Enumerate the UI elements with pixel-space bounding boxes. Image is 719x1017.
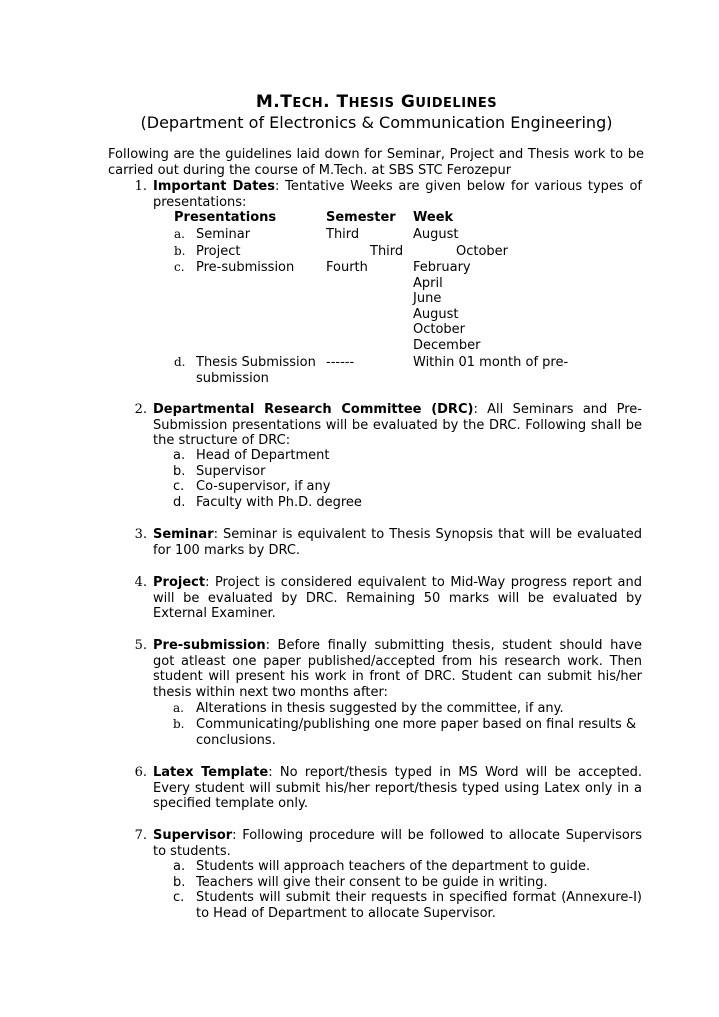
- title-part: .: [323, 92, 331, 112]
- title-part: UIDELINES: [415, 96, 498, 111]
- table-header: Week: [413, 210, 454, 225]
- item-number: 3.: [134, 527, 147, 542]
- guideline-item-seminar: [134, 527, 642, 558]
- table-header: Semester: [326, 210, 396, 225]
- list-item: [173, 717, 642, 748]
- item-number: 4.: [134, 575, 147, 590]
- item-text: : Tentative Weeks are given below for various types of presentations:: [153, 179, 642, 210]
- table-cell: Within 01 month of pre-: [413, 355, 569, 370]
- item-text: : Project is considered equivalent to Mid-Way progress report and will be evaluated by DRC. Remaining 50 marks will be evaluated by External Examiner.: [153, 575, 642, 622]
- title-part: T: [280, 92, 293, 112]
- list-marker: a.: [173, 701, 184, 715]
- item-number: 6.: [134, 765, 147, 780]
- item-text: : All Seminars and Pre-Submission presentations will be evaluated by the DRC. Following shall be the structure of DRC:: [153, 402, 642, 449]
- table-cell: Pre-submission: [196, 260, 295, 275]
- table-cell: ------: [326, 355, 355, 370]
- guideline-item-supervisor: [134, 828, 642, 859]
- list-item: [173, 859, 642, 875]
- title-part: G: [400, 92, 416, 112]
- intro-paragraph: Following are the guidelines laid down for Seminar, Project and Thesis work to be carried out during the course of M.Tech. at SBS STC Ferozepur: [108, 147, 644, 178]
- list-marker: c.: [173, 890, 185, 905]
- row-marker: d.: [174, 355, 186, 369]
- list-item: [173, 890, 642, 921]
- list-item: [173, 495, 642, 511]
- list-text: Communicating/publishing one more paper based on final results & conclusions.: [196, 717, 637, 748]
- list-marker: c.: [173, 479, 185, 494]
- title-part: .: [273, 92, 281, 112]
- list-text: Faculty with Ph.D. degree: [196, 495, 362, 510]
- guideline-item-latex-template: [134, 765, 643, 812]
- list-marker: b.: [173, 875, 186, 890]
- table-cell: December: [413, 338, 481, 353]
- list-marker: d.: [173, 495, 186, 510]
- item-heading: Important Dates: [153, 179, 275, 194]
- guideline-item-presubmission: [134, 638, 642, 700]
- table-cell: February: [413, 260, 471, 275]
- title-part: T: [336, 92, 349, 112]
- list-marker: b.: [173, 464, 186, 479]
- item-heading: Pre-submission: [153, 638, 266, 653]
- list-marker: a.: [173, 859, 186, 874]
- list-text: Supervisor: [196, 464, 266, 479]
- item-text: : Following procedure will be followed to allocate Supervisors to students.: [153, 828, 642, 859]
- page-subtitle: (Department of Electronics & Communication Engineering): [140, 113, 613, 132]
- table-cell: April: [413, 276, 443, 291]
- list-text: Head of Department: [196, 448, 330, 463]
- table-cell: Project: [196, 244, 241, 259]
- item-text: : Before finally submitting thesis, student should have got atleast one paper published/accepted from his research work. Then student will present his work in front of DRC. Student can submit his/her thesis within next two months after:: [153, 638, 642, 700]
- list-marker: b.: [173, 717, 185, 731]
- table-cell: Seminar: [196, 227, 251, 242]
- list-item: [173, 875, 642, 891]
- table-cell: submission: [196, 371, 269, 386]
- list-text: Students will submit their requests in specified format (Annexure-I) to Head of Department to allocate Supervisor.: [196, 890, 642, 921]
- table-cell: August: [413, 307, 459, 322]
- list-item: [173, 448, 642, 464]
- item-text: : Seminar is equivalent to Thesis Synopsis that will be evaluated for 100 marks by DRC.: [153, 527, 642, 558]
- item-heading: Supervisor: [153, 828, 233, 843]
- item-number: 7.: [134, 828, 147, 843]
- list-text: Students will approach teachers of the department to guide.: [196, 859, 591, 874]
- table-cell: June: [413, 291, 442, 306]
- guideline-item-project: [134, 575, 642, 622]
- list-text: Co-supervisor, if any: [196, 479, 331, 494]
- item-heading: Latex Template: [153, 765, 269, 780]
- guideline-item-important-dates: [134, 179, 642, 210]
- item-text: : No report/thesis typed in MS Word will be accepted. Every student will submit his/her report/thesis typed using Latex only in a specified template only.: [153, 765, 643, 812]
- table-cell: Third: [326, 227, 360, 242]
- item-number: 2.: [134, 402, 147, 417]
- row-marker: b.: [174, 244, 186, 258]
- table-cell: Fourth: [326, 260, 368, 275]
- title-part: HESIS: [348, 96, 395, 111]
- page-title: [0, 92, 719, 114]
- table-header: Presentations: [174, 210, 277, 225]
- table-cell: Thesis Submission: [196, 355, 316, 370]
- table-cell: October: [456, 244, 509, 259]
- list-text: Teachers will give their consent to be guide in writing.: [196, 875, 548, 890]
- item-number: 5.: [134, 638, 147, 653]
- row-marker: c.: [174, 260, 185, 274]
- list-marker: a.: [173, 448, 186, 463]
- table-cell: October: [413, 322, 466, 337]
- title-part: M: [255, 92, 274, 112]
- title-part: ECH: [292, 96, 324, 111]
- item-number: 1.: [134, 179, 147, 194]
- row-marker: a.: [174, 227, 185, 241]
- guideline-item-drc: [134, 402, 642, 449]
- table-cell: Third: [370, 244, 404, 259]
- list-text: Alterations in thesis suggested by the committee, if any.: [196, 701, 564, 716]
- item-heading: Seminar: [153, 527, 214, 542]
- list-item: [173, 464, 642, 480]
- item-heading: Departmental Research Committee (DRC): [153, 402, 474, 417]
- list-item: [173, 701, 642, 717]
- item-heading: Project: [153, 575, 206, 590]
- list-item: [173, 479, 642, 495]
- table-cell: August: [413, 227, 459, 242]
